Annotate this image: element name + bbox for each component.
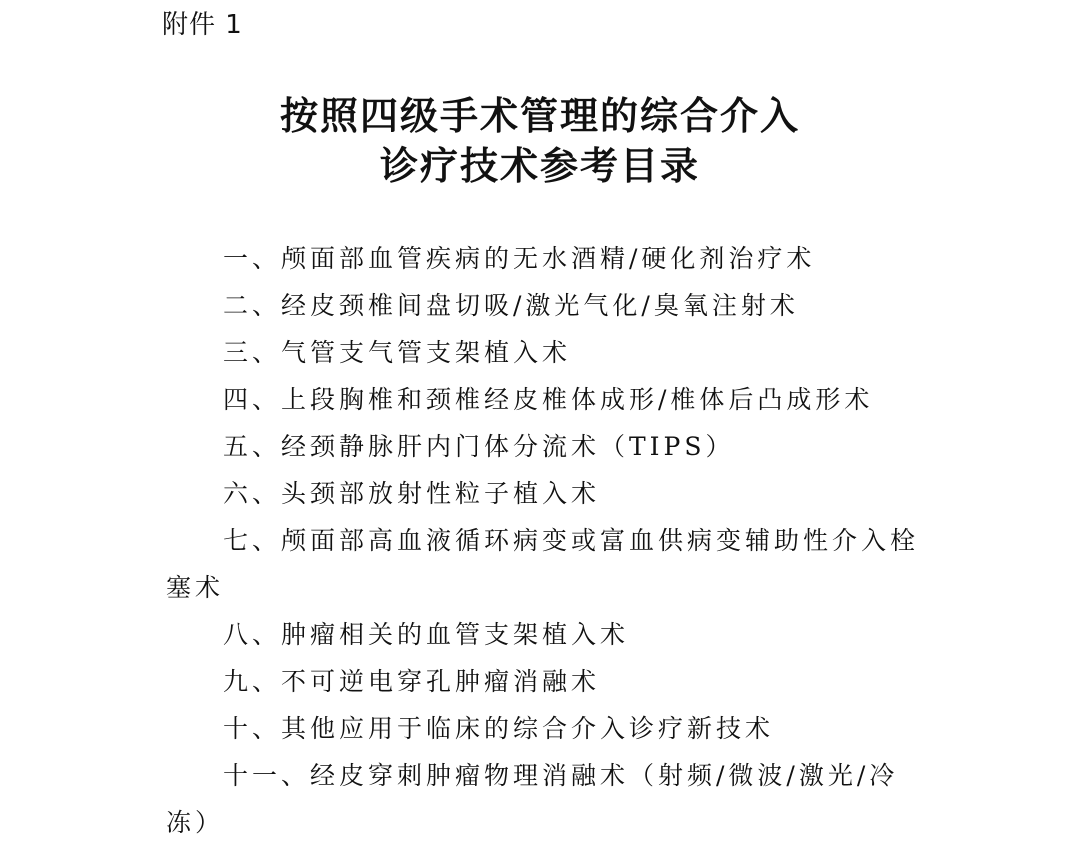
catalog-item-1: 一、颅面部血管疾病的无水酒精/硬化剂治疗术 bbox=[223, 244, 816, 273]
catalog-item-6: 六、头颈部放射性粒子植入术 bbox=[223, 479, 601, 508]
catalog-item-7: 七、颅面部高血液循环病变或富血供病变辅助性介入栓 bbox=[223, 526, 920, 555]
document-title-line-2: 诊疗技术参考目录 bbox=[379, 144, 700, 188]
catalog-item-2: 二、经皮颈椎间盘切吸/激光气化/臭氧注射术 bbox=[223, 291, 799, 320]
catalog-item-3: 三、气管支气管支架植入术 bbox=[223, 338, 572, 367]
catalog-item-8: 八、肿瘤相关的血管支架植入术 bbox=[223, 620, 630, 649]
catalog-item-9: 九、不可逆电穿孔肿瘤消融术 bbox=[223, 667, 601, 696]
attachment-label: 附件 1 bbox=[162, 10, 243, 40]
catalog-item-10: 十、其他应用于临床的综合介入诊疗新技术 bbox=[223, 714, 775, 743]
document-title-line-1: 按照四级手术管理的综合介入 bbox=[279, 94, 800, 138]
catalog-item-5: 五、经颈静脉肝内门体分流术（TIPS） bbox=[223, 432, 735, 461]
catalog-item-11: 十一、经皮穿刺肿瘤物理消融术（射频/微波/激光/冷 bbox=[223, 761, 899, 790]
catalog-item-4: 四、上段胸椎和颈椎经皮椎体成形/椎体后凸成形术 bbox=[223, 385, 874, 414]
catalog-list bbox=[166, 235, 926, 846]
catalog-item-7-continuation: 塞术 bbox=[166, 573, 225, 602]
catalog-item-11-continuation: 冻） bbox=[166, 808, 225, 837]
